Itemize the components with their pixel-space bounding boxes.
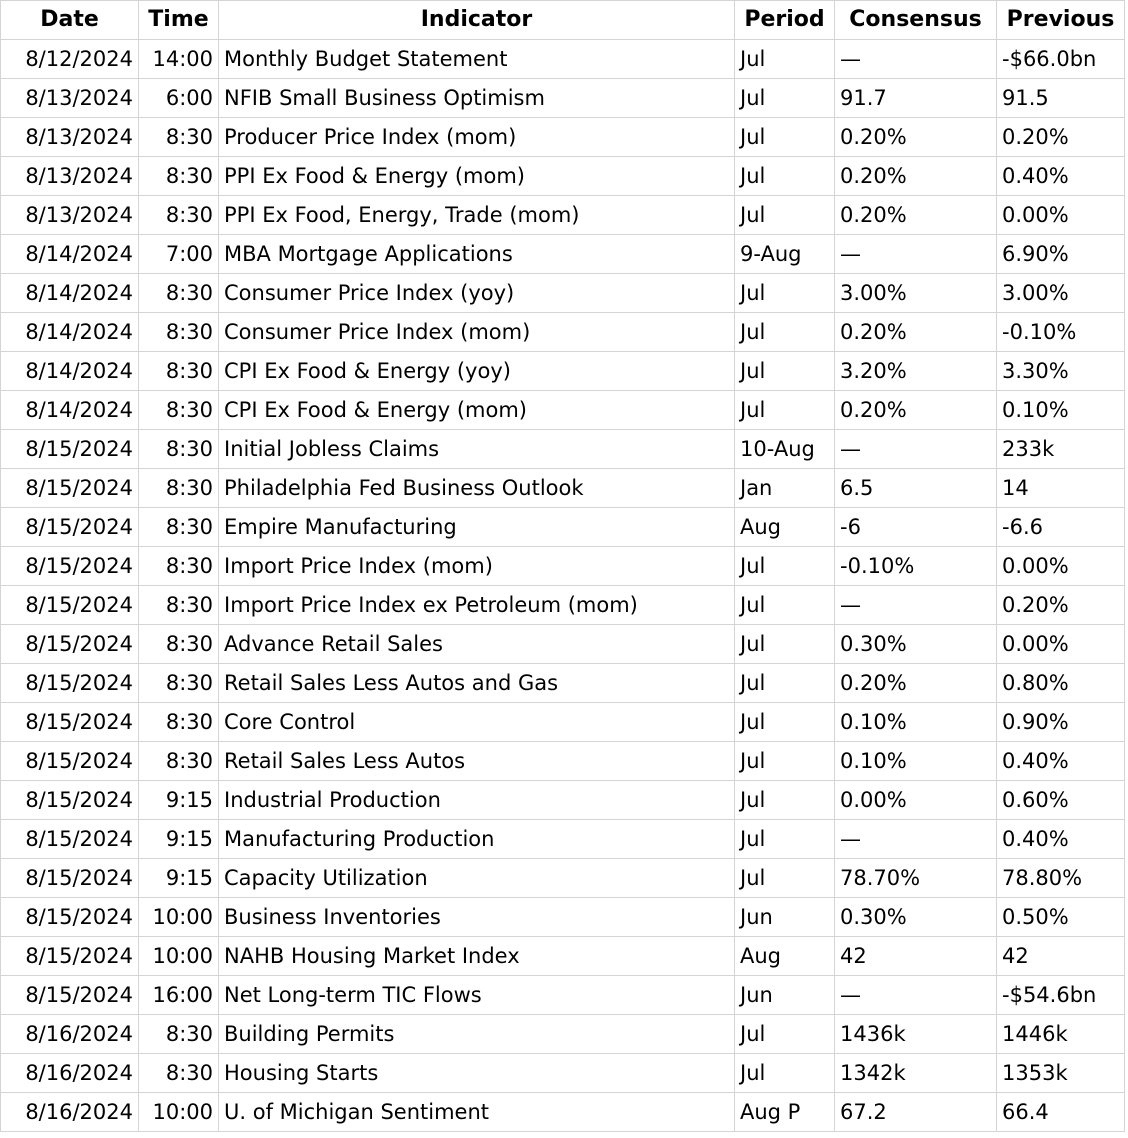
cell-date[interactable]: 8/13/2024 (1, 196, 139, 235)
cell-indicator[interactable]: Housing Starts (219, 1054, 735, 1093)
cell-time[interactable]: 7:00 (139, 235, 219, 274)
cell-date[interactable]: 8/15/2024 (1, 508, 139, 547)
cell-date[interactable]: 8/15/2024 (1, 547, 139, 586)
table-body (1, 40, 1125, 1132)
cell-indicator[interactable]: Retail Sales Less Autos and Gas (219, 664, 735, 703)
cell-time[interactable]: 8:30 (139, 1015, 219, 1054)
cell-previous[interactable]: -0.10% (997, 313, 1125, 352)
cell-period[interactable]: Jul (735, 664, 835, 703)
header-date[interactable]: Date (1, 1, 139, 40)
cell-previous[interactable]: 233k (997, 430, 1125, 469)
cell-period[interactable]: Aug (735, 937, 835, 976)
cell-indicator[interactable]: NAHB Housing Market Index (219, 937, 735, 976)
cell-period[interactable]: Jul (735, 1015, 835, 1054)
cell-date[interactable]: 8/14/2024 (1, 313, 139, 352)
cell-date[interactable]: 8/15/2024 (1, 820, 139, 859)
cell-period[interactable]: Jul (735, 196, 835, 235)
header-period[interactable]: Period (735, 1, 835, 40)
cell-consensus[interactable]: 0.00% (835, 781, 997, 820)
cell-time[interactable]: 9:15 (139, 859, 219, 898)
table-row (1, 235, 1125, 274)
cell-previous[interactable]: 0.60% (997, 781, 1125, 820)
table-row (1, 1093, 1125, 1132)
cell-date[interactable]: 8/15/2024 (1, 898, 139, 937)
cell-time[interactable]: 8:30 (139, 391, 219, 430)
cell-period[interactable]: Jun (735, 898, 835, 937)
cell-period[interactable]: Jul (735, 820, 835, 859)
cell-time[interactable]: 8:30 (139, 508, 219, 547)
cell-date[interactable]: 8/15/2024 (1, 937, 139, 976)
table-row (1, 820, 1125, 859)
cell-time[interactable]: 8:30 (139, 625, 219, 664)
cell-previous[interactable]: 42 (997, 937, 1125, 976)
cell-time[interactable]: 8:30 (139, 352, 219, 391)
table-row (1, 79, 1125, 118)
cell-indicator[interactable]: Initial Jobless Claims (219, 430, 735, 469)
cell-indicator[interactable]: Net Long-term TIC Flows (219, 976, 735, 1015)
table-row (1, 508, 1125, 547)
cell-consensus[interactable]: 42 (835, 937, 997, 976)
cell-date[interactable]: 8/15/2024 (1, 625, 139, 664)
table-row (1, 781, 1125, 820)
table-row (1, 469, 1125, 508)
cell-date[interactable]: 8/15/2024 (1, 742, 139, 781)
cell-previous[interactable]: 3.00% (997, 274, 1125, 313)
table-row (1, 352, 1125, 391)
cell-date[interactable]: 8/16/2024 (1, 1093, 139, 1132)
cell-time[interactable]: 8:30 (139, 157, 219, 196)
cell-period[interactable]: Jul (735, 118, 835, 157)
cell-indicator[interactable]: Consumer Price Index (yoy) (219, 274, 735, 313)
cell-date[interactable]: 8/16/2024 (1, 1015, 139, 1054)
table-row (1, 703, 1125, 742)
header-indicator[interactable]: Indicator (219, 1, 735, 40)
cell-previous[interactable]: 1446k (997, 1015, 1125, 1054)
cell-consensus[interactable]: 0.10% (835, 742, 997, 781)
cell-period[interactable]: Jul (735, 742, 835, 781)
cell-time[interactable]: 8:30 (139, 664, 219, 703)
cell-period[interactable]: Jul (735, 40, 835, 79)
cell-consensus[interactable]: 78.70% (835, 859, 997, 898)
cell-consensus[interactable]: -0.10% (835, 547, 997, 586)
header-consensus[interactable]: Consensus (835, 1, 997, 40)
cell-period[interactable]: Jul (735, 157, 835, 196)
cell-date[interactable]: 8/15/2024 (1, 859, 139, 898)
cell-date[interactable]: 8/15/2024 (1, 781, 139, 820)
table-row (1, 976, 1125, 1015)
cell-period[interactable]: 9-Aug (735, 235, 835, 274)
cell-consensus[interactable]: 0.20% (835, 118, 997, 157)
cell-indicator[interactable]: Empire Manufacturing (219, 508, 735, 547)
cell-previous[interactable]: 0.00% (997, 547, 1125, 586)
cell-indicator[interactable]: CPI Ex Food & Energy (mom) (219, 391, 735, 430)
cell-date[interactable]: 8/13/2024 (1, 79, 139, 118)
cell-date[interactable]: 8/14/2024 (1, 274, 139, 313)
cell-indicator[interactable]: Business Inventories (219, 898, 735, 937)
cell-date[interactable]: 8/15/2024 (1, 586, 139, 625)
cell-consensus[interactable]: 0.20% (835, 157, 997, 196)
cell-time[interactable]: 14:00 (139, 40, 219, 79)
cell-consensus[interactable]: -6 (835, 508, 997, 547)
table-row (1, 1054, 1125, 1093)
header-row (1, 1, 1125, 40)
table-row (1, 742, 1125, 781)
cell-period[interactable]: Jul (735, 352, 835, 391)
cell-consensus[interactable]: — (835, 235, 997, 274)
table-row (1, 547, 1125, 586)
cell-previous[interactable]: 0.40% (997, 820, 1125, 859)
cell-previous[interactable]: 0.40% (997, 742, 1125, 781)
cell-previous[interactable]: 78.80% (997, 859, 1125, 898)
cell-date[interactable]: 8/15/2024 (1, 703, 139, 742)
cell-indicator[interactable]: U. of Michigan Sentiment (219, 1093, 735, 1132)
cell-consensus[interactable]: 0.20% (835, 664, 997, 703)
cell-consensus[interactable]: 0.20% (835, 196, 997, 235)
cell-time[interactable]: 10:00 (139, 1093, 219, 1132)
cell-time[interactable]: 10:00 (139, 898, 219, 937)
table-row (1, 157, 1125, 196)
cell-consensus[interactable]: 6.5 (835, 469, 997, 508)
cell-time[interactable]: 8:30 (139, 313, 219, 352)
cell-period[interactable]: Jul (735, 79, 835, 118)
cell-time[interactable]: 8:30 (139, 430, 219, 469)
cell-indicator[interactable]: CPI Ex Food & Energy (yoy) (219, 352, 735, 391)
cell-consensus[interactable]: 3.20% (835, 352, 997, 391)
cell-consensus[interactable]: 3.00% (835, 274, 997, 313)
cell-indicator[interactable]: Retail Sales Less Autos (219, 742, 735, 781)
table-row (1, 313, 1125, 352)
cell-previous[interactable]: -$66.0bn (997, 40, 1125, 79)
cell-previous[interactable]: 0.20% (997, 118, 1125, 157)
cell-previous[interactable]: 1353k (997, 1054, 1125, 1093)
cell-period[interactable]: Aug P (735, 1093, 835, 1132)
cell-previous[interactable]: 6.90% (997, 235, 1125, 274)
table-row (1, 40, 1125, 79)
cell-indicator[interactable]: PPI Ex Food, Energy, Trade (mom) (219, 196, 735, 235)
table-row (1, 586, 1125, 625)
cell-indicator[interactable]: Manufacturing Production (219, 820, 735, 859)
cell-time[interactable]: 8:30 (139, 274, 219, 313)
cell-date[interactable]: 8/12/2024 (1, 40, 139, 79)
cell-period[interactable]: Jun (735, 976, 835, 1015)
cell-previous[interactable]: 0.00% (997, 196, 1125, 235)
cell-time[interactable]: 16:00 (139, 976, 219, 1015)
cell-indicator[interactable]: Import Price Index (mom) (219, 547, 735, 586)
cell-period[interactable]: Jul (735, 313, 835, 352)
cell-period[interactable]: Jul (735, 703, 835, 742)
cell-date[interactable]: 8/14/2024 (1, 352, 139, 391)
table-row (1, 274, 1125, 313)
cell-consensus[interactable]: 1342k (835, 1054, 997, 1093)
cell-indicator[interactable]: Industrial Production (219, 781, 735, 820)
cell-consensus[interactable]: 0.10% (835, 703, 997, 742)
cell-period[interactable]: Jul (735, 625, 835, 664)
cell-previous[interactable]: 0.20% (997, 586, 1125, 625)
cell-time[interactable]: 8:30 (139, 118, 219, 157)
table-row (1, 196, 1125, 235)
cell-indicator[interactable]: Capacity Utilization (219, 859, 735, 898)
table-row (1, 625, 1125, 664)
cell-date[interactable]: 8/14/2024 (1, 391, 139, 430)
cell-time[interactable]: 10:00 (139, 937, 219, 976)
cell-period[interactable]: Jan (735, 469, 835, 508)
cell-consensus[interactable]: — (835, 586, 997, 625)
cell-consensus[interactable]: — (835, 430, 997, 469)
cell-period[interactable]: Jul (735, 586, 835, 625)
cell-time[interactable]: 8:30 (139, 547, 219, 586)
cell-consensus[interactable]: — (835, 976, 997, 1015)
cell-previous[interactable]: 0.10% (997, 391, 1125, 430)
cell-previous[interactable]: -6.6 (997, 508, 1125, 547)
cell-period[interactable]: Jul (735, 391, 835, 430)
cell-time[interactable]: 8:30 (139, 742, 219, 781)
cell-indicator[interactable]: PPI Ex Food & Energy (mom) (219, 157, 735, 196)
cell-previous[interactable]: 14 (997, 469, 1125, 508)
table-row (1, 664, 1125, 703)
cell-period[interactable]: Aug (735, 508, 835, 547)
cell-period[interactable]: Jul (735, 859, 835, 898)
cell-indicator[interactable]: Advance Retail Sales (219, 625, 735, 664)
cell-previous[interactable]: 0.00% (997, 625, 1125, 664)
cell-consensus[interactable]: 91.7 (835, 79, 997, 118)
table-row (1, 937, 1125, 976)
cell-date[interactable]: 8/13/2024 (1, 157, 139, 196)
cell-date[interactable]: 8/15/2024 (1, 430, 139, 469)
cell-consensus[interactable]: 1436k (835, 1015, 997, 1054)
table-row (1, 859, 1125, 898)
cell-time[interactable]: 6:00 (139, 79, 219, 118)
cell-indicator[interactable]: Producer Price Index (mom) (219, 118, 735, 157)
cell-time[interactable]: 8:30 (139, 1054, 219, 1093)
cell-time[interactable]: 8:30 (139, 586, 219, 625)
cell-consensus[interactable]: 0.20% (835, 313, 997, 352)
cell-period[interactable]: Jul (735, 274, 835, 313)
cell-time[interactable]: 8:30 (139, 703, 219, 742)
table-row (1, 1015, 1125, 1054)
cell-date[interactable]: 8/15/2024 (1, 976, 139, 1015)
cell-indicator[interactable]: MBA Mortgage Applications (219, 235, 735, 274)
cell-previous[interactable]: 0.40% (997, 157, 1125, 196)
cell-indicator[interactable]: Import Price Index ex Petroleum (mom) (219, 586, 735, 625)
cell-indicator[interactable]: Building Permits (219, 1015, 735, 1054)
table-row (1, 430, 1125, 469)
cell-time[interactable]: 8:30 (139, 469, 219, 508)
table-row (1, 391, 1125, 430)
cell-date[interactable]: 8/13/2024 (1, 118, 139, 157)
cell-consensus[interactable]: — (835, 40, 997, 79)
cell-period[interactable]: Jul (735, 547, 835, 586)
cell-period[interactable]: Jul (735, 781, 835, 820)
cell-indicator[interactable]: Core Control (219, 703, 735, 742)
cell-date[interactable]: 8/16/2024 (1, 1054, 139, 1093)
cell-indicator[interactable]: Consumer Price Index (mom) (219, 313, 735, 352)
cell-period[interactable]: Jul (735, 1054, 835, 1093)
cell-indicator[interactable]: NFIB Small Business Optimism (219, 79, 735, 118)
cell-date[interactable]: 8/15/2024 (1, 664, 139, 703)
cell-consensus[interactable]: 67.2 (835, 1093, 997, 1132)
header-previous[interactable]: Previous (997, 1, 1125, 40)
cell-previous[interactable]: 0.50% (997, 898, 1125, 937)
cell-consensus[interactable]: 0.30% (835, 625, 997, 664)
cell-period[interactable]: 10-Aug (735, 430, 835, 469)
cell-previous[interactable]: 0.90% (997, 703, 1125, 742)
cell-time[interactable]: 9:15 (139, 820, 219, 859)
cell-consensus[interactable]: 0.20% (835, 391, 997, 430)
cell-previous[interactable]: -$54.6bn (997, 976, 1125, 1015)
cell-consensus[interactable]: 0.30% (835, 898, 997, 937)
table-row (1, 118, 1125, 157)
table-row (1, 898, 1125, 937)
cell-indicator[interactable]: Philadelphia Fed Business Outlook (219, 469, 735, 508)
cell-indicator[interactable]: Monthly Budget Statement (219, 40, 735, 79)
cell-previous[interactable]: 0.80% (997, 664, 1125, 703)
cell-time[interactable]: 8:30 (139, 196, 219, 235)
cell-date[interactable]: 8/14/2024 (1, 235, 139, 274)
header-time[interactable]: Time (139, 1, 219, 40)
cell-consensus[interactable]: — (835, 820, 997, 859)
cell-previous[interactable]: 66.4 (997, 1093, 1125, 1132)
cell-previous[interactable]: 91.5 (997, 79, 1125, 118)
cell-previous[interactable]: 3.30% (997, 352, 1125, 391)
cell-time[interactable]: 9:15 (139, 781, 219, 820)
cell-date[interactable]: 8/15/2024 (1, 469, 139, 508)
